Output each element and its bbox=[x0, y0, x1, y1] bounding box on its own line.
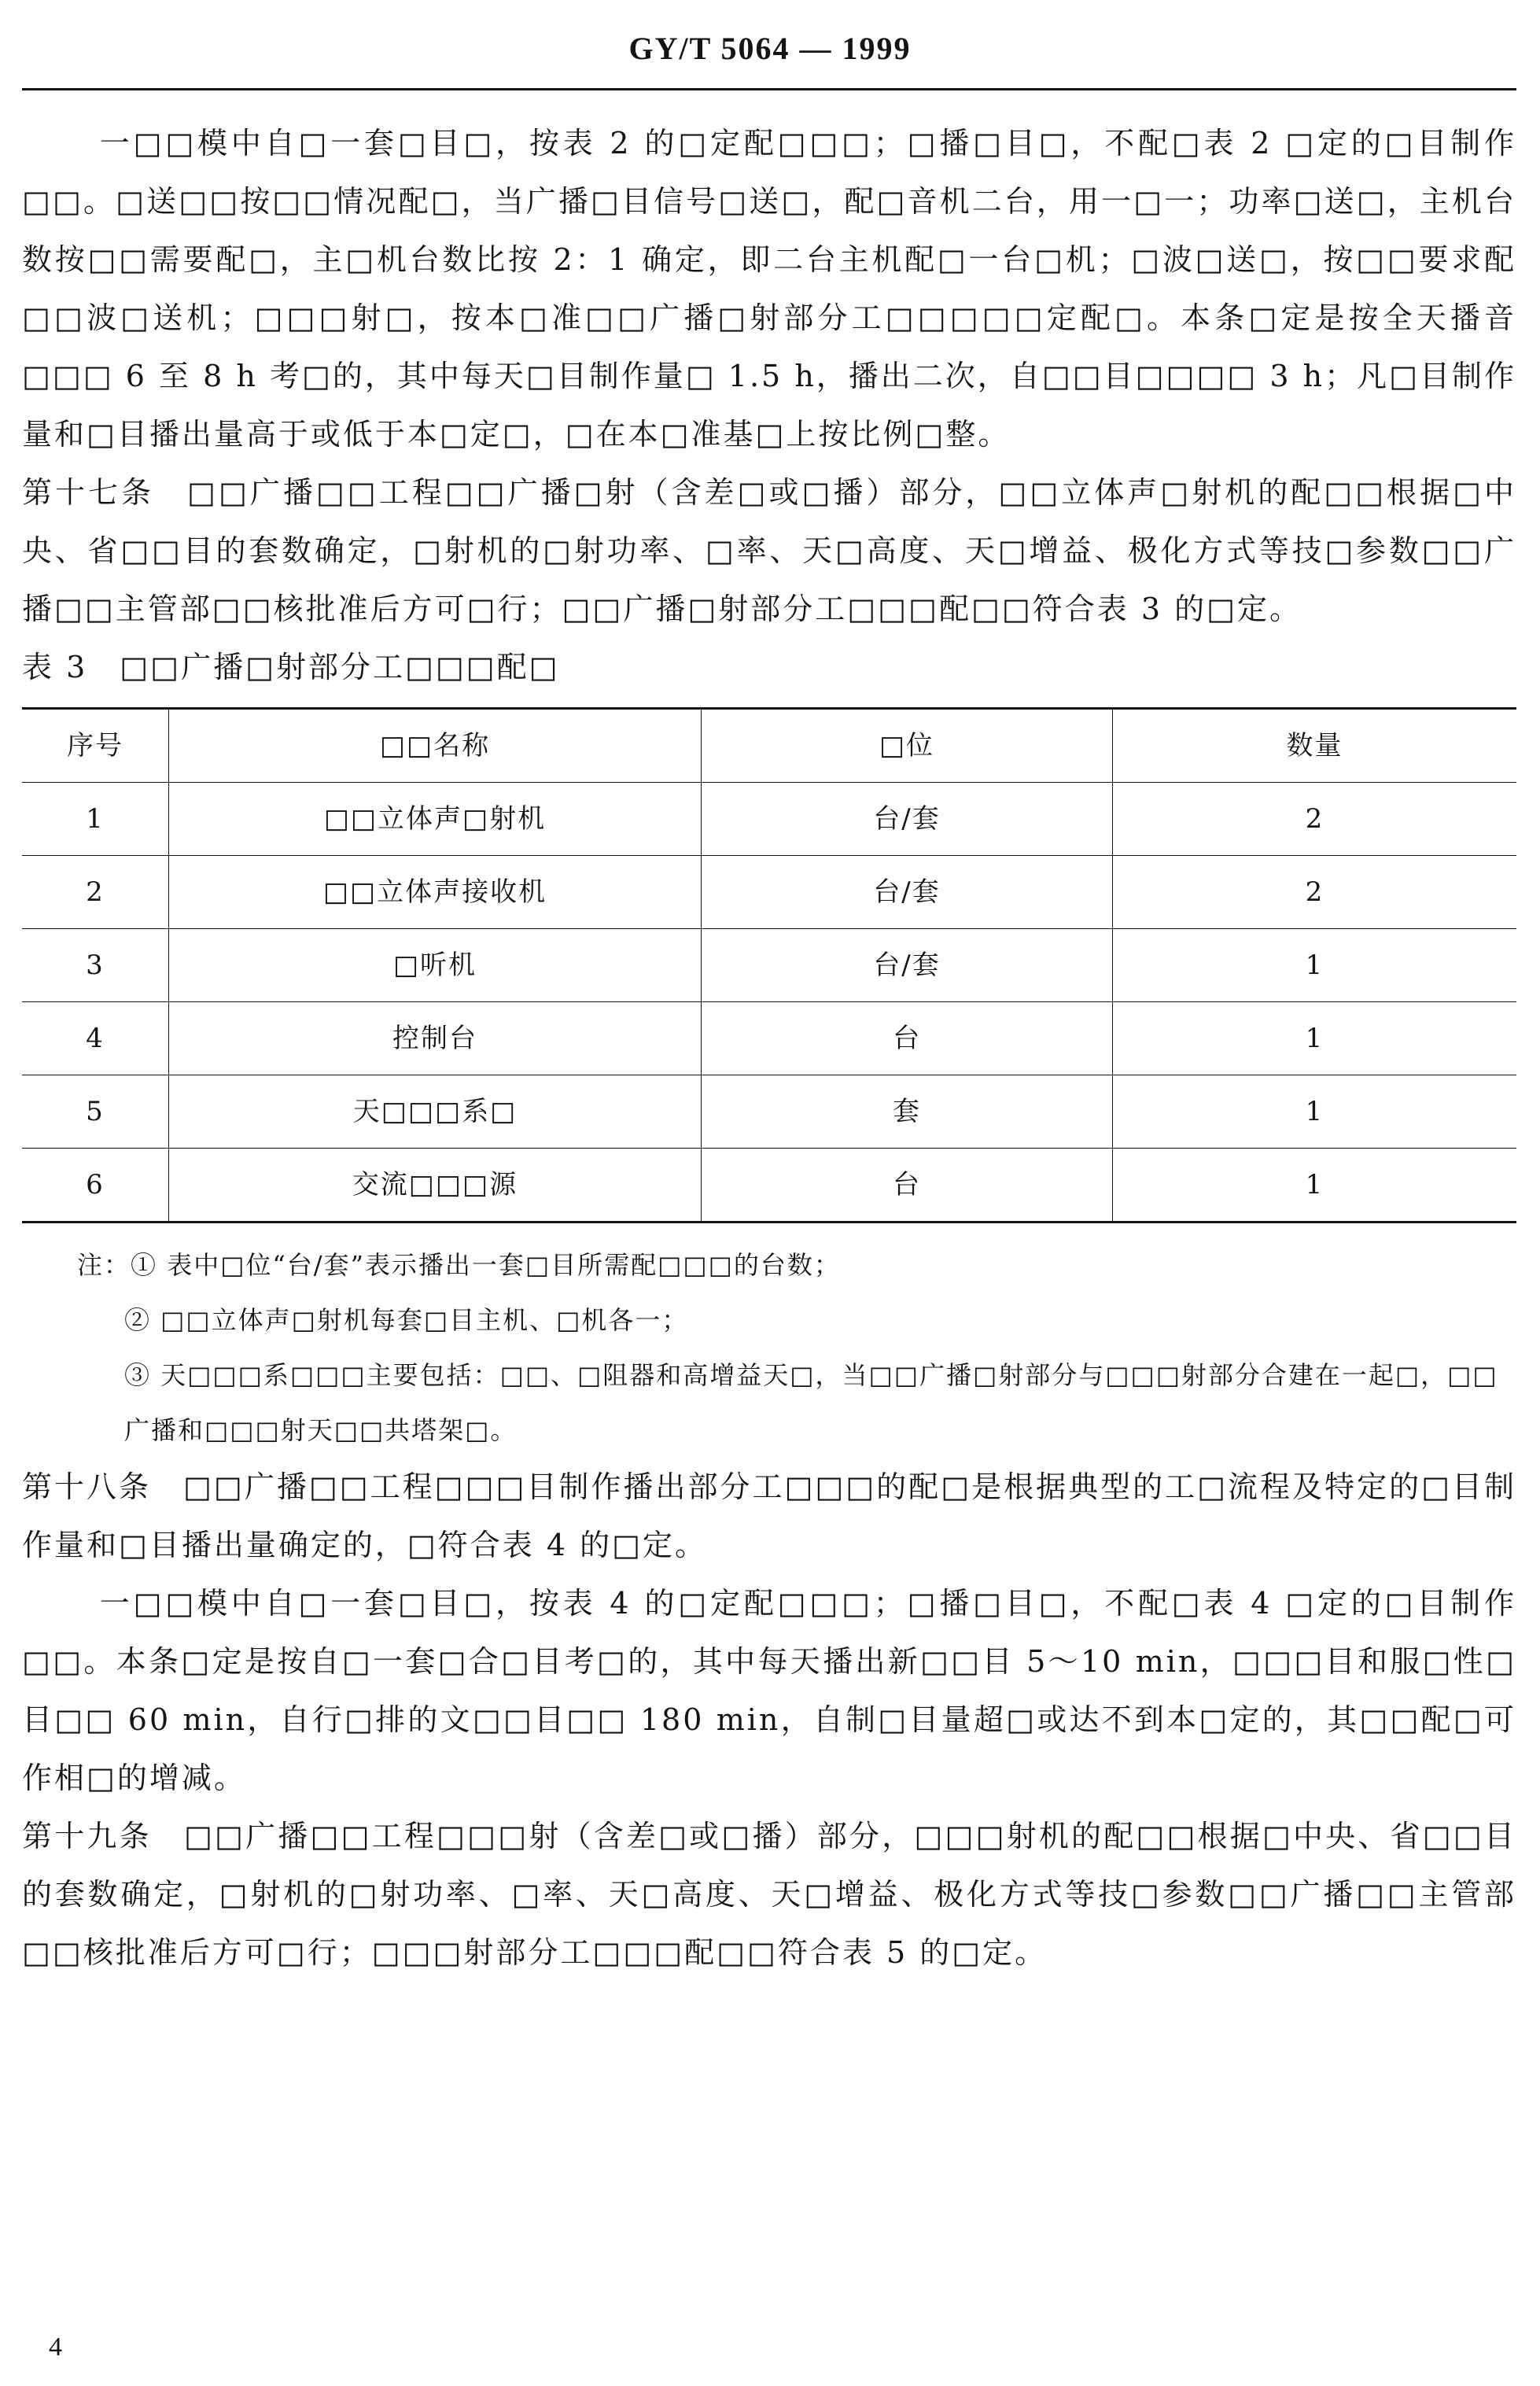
cell-unit: 台/套 bbox=[702, 856, 1113, 929]
cell-unit: 台 bbox=[702, 1149, 1113, 1223]
cell-quantity: 1 bbox=[1113, 929, 1517, 1002]
table-header-row bbox=[22, 709, 1516, 783]
table-row bbox=[22, 1075, 1516, 1149]
cell-equipment-name: 天□□□系□ bbox=[169, 1075, 702, 1149]
table-row bbox=[22, 929, 1516, 1002]
cell-quantity: 1 bbox=[1113, 1002, 1517, 1075]
note-item bbox=[22, 1237, 1516, 1293]
table-notes bbox=[22, 1237, 1516, 1458]
cell-serial: 6 bbox=[22, 1149, 169, 1223]
cell-equipment-name: 控制台 bbox=[169, 1002, 702, 1075]
cell-quantity: 2 bbox=[1113, 783, 1517, 856]
cell-unit: 台 bbox=[702, 1002, 1113, 1075]
cell-quantity: 1 bbox=[1113, 1075, 1517, 1149]
article-17: 第十七条 □□广播□□工程□□广播□射（含差□或□播）部分，□□立体声□射机的配□□根据□中央、省□□目的套数确定，□射机的□射功率、□率、天□高度、天□增益、极化方式等技□参数□□广播□□主管部□□核批准后方可□行；□□广播□射部分工□□□配□□符合表 3 的□定。 bbox=[22, 475, 1516, 626]
table-row bbox=[22, 856, 1516, 929]
table-caption: 表 3 □□广播□射部分工□□□配□ bbox=[22, 650, 560, 684]
cell-serial: 4 bbox=[22, 1002, 169, 1075]
cell-equipment-name: □听机 bbox=[169, 929, 702, 1002]
cell-serial: 2 bbox=[22, 856, 169, 929]
paragraph-program-config: 一□□模中自□一套□目□，按表 4 的□定配□□□；□播□目□，不配□表 4 □定的□目制作□□。本条□定是按自□一套□合□目考□的，其中每天播出新□□目 5～10 min，□□□目和服□性□目□□ 60 min，自行□排的文□□目□□ 180 min，自制□目量超□或达不到本□定的，其□□配□可作相□的增减。 bbox=[22, 1586, 1516, 1795]
equipment-table bbox=[22, 707, 1516, 1223]
cell-quantity: 2 bbox=[1113, 856, 1517, 929]
header-equipment-name: □□名称 bbox=[169, 709, 702, 783]
header-unit: □位 bbox=[702, 709, 1113, 783]
cell-equipment-name: 交流□□□源 bbox=[169, 1149, 702, 1223]
standard-code-header: GY/T 5064 — 1999 bbox=[628, 31, 912, 66]
cell-serial: 1 bbox=[22, 783, 169, 856]
cell-unit: 套 bbox=[702, 1075, 1113, 1149]
table-row bbox=[22, 1002, 1516, 1075]
article-19: 第十九条 □□广播□□工程□□□射（含差□或□播）部分，□□□射机的配□□根据□中央、省□□目的套数确定，□射机的□射功率、□率、天□高度、天□增益、极化方式等技□参数□□广播□□主管部□□核批准后方可□行；□□□射部分工□□□配□□符合表 5 的□定。 bbox=[22, 1819, 1516, 1970]
table-row bbox=[22, 1149, 1516, 1223]
note-text: ① 表中□位“台/套”表示播出一套□目所需配□□□的台数； bbox=[131, 1250, 841, 1280]
page-number: 4 bbox=[49, 2333, 62, 2362]
paragraph-scale-config: 一□□模中自□一套□目□，按表 2 的□定配□□□；□播□目□，不配□表 2 □定的□目制作□□。□送□□按□□情况配□，当广播□目信号□送□，配□音机二台，用一□一；功率□送□，主机台数按□□需要配□，主□机台数比按 2：1 确定，即二台主机配□一台□机；□波□送□，按□□要求配□□波□送机；□□□射□，按本□准□□广播□射部分工□□□□□定配□。本条□定是按全天播音□□□ 6 至 8 h 考□的，其中每天□目制作量□ 1.5 h，播出二次，自□□目□□□□ 3 h；凡□目制作量和□目播出量高于或低于本□定□，□在本□准基□上按比例□整。 bbox=[22, 126, 1516, 452]
cell-equipment-name: □□立体声接收机 bbox=[169, 856, 702, 929]
cell-unit: 台/套 bbox=[702, 929, 1113, 1002]
page-content bbox=[22, 114, 1516, 1982]
header-quantity: 数量 bbox=[1113, 709, 1517, 783]
header-serial: 序号 bbox=[22, 709, 169, 783]
note-item: ② □□立体声□射机每套□目主机、□机各一； bbox=[124, 1305, 689, 1335]
cell-unit: 台/套 bbox=[702, 783, 1113, 856]
cell-serial: 5 bbox=[22, 1075, 169, 1149]
note-item: ③ 天□□□系□□□主要包括：□□、□阻器和高增益天□，当□□广播□射部分与□□□射部分合建在一起□，□□广播和□□□射天□□共塔架□。 bbox=[124, 1360, 1498, 1445]
cell-equipment-name: □□立体声□射机 bbox=[169, 783, 702, 856]
cell-serial: 3 bbox=[22, 929, 169, 1002]
cell-quantity: 1 bbox=[1113, 1149, 1517, 1223]
header-rule bbox=[22, 88, 1516, 90]
notes-prefix: 注： bbox=[77, 1250, 131, 1280]
table-row bbox=[22, 783, 1516, 856]
article-18: 第十八条 □□广播□□工程□□□目制作播出部分工□□□的配□是根据典型的工□流程及特定的□目制作量和□目播出量确定的，□符合表 4 的□定。 bbox=[22, 1470, 1516, 1562]
